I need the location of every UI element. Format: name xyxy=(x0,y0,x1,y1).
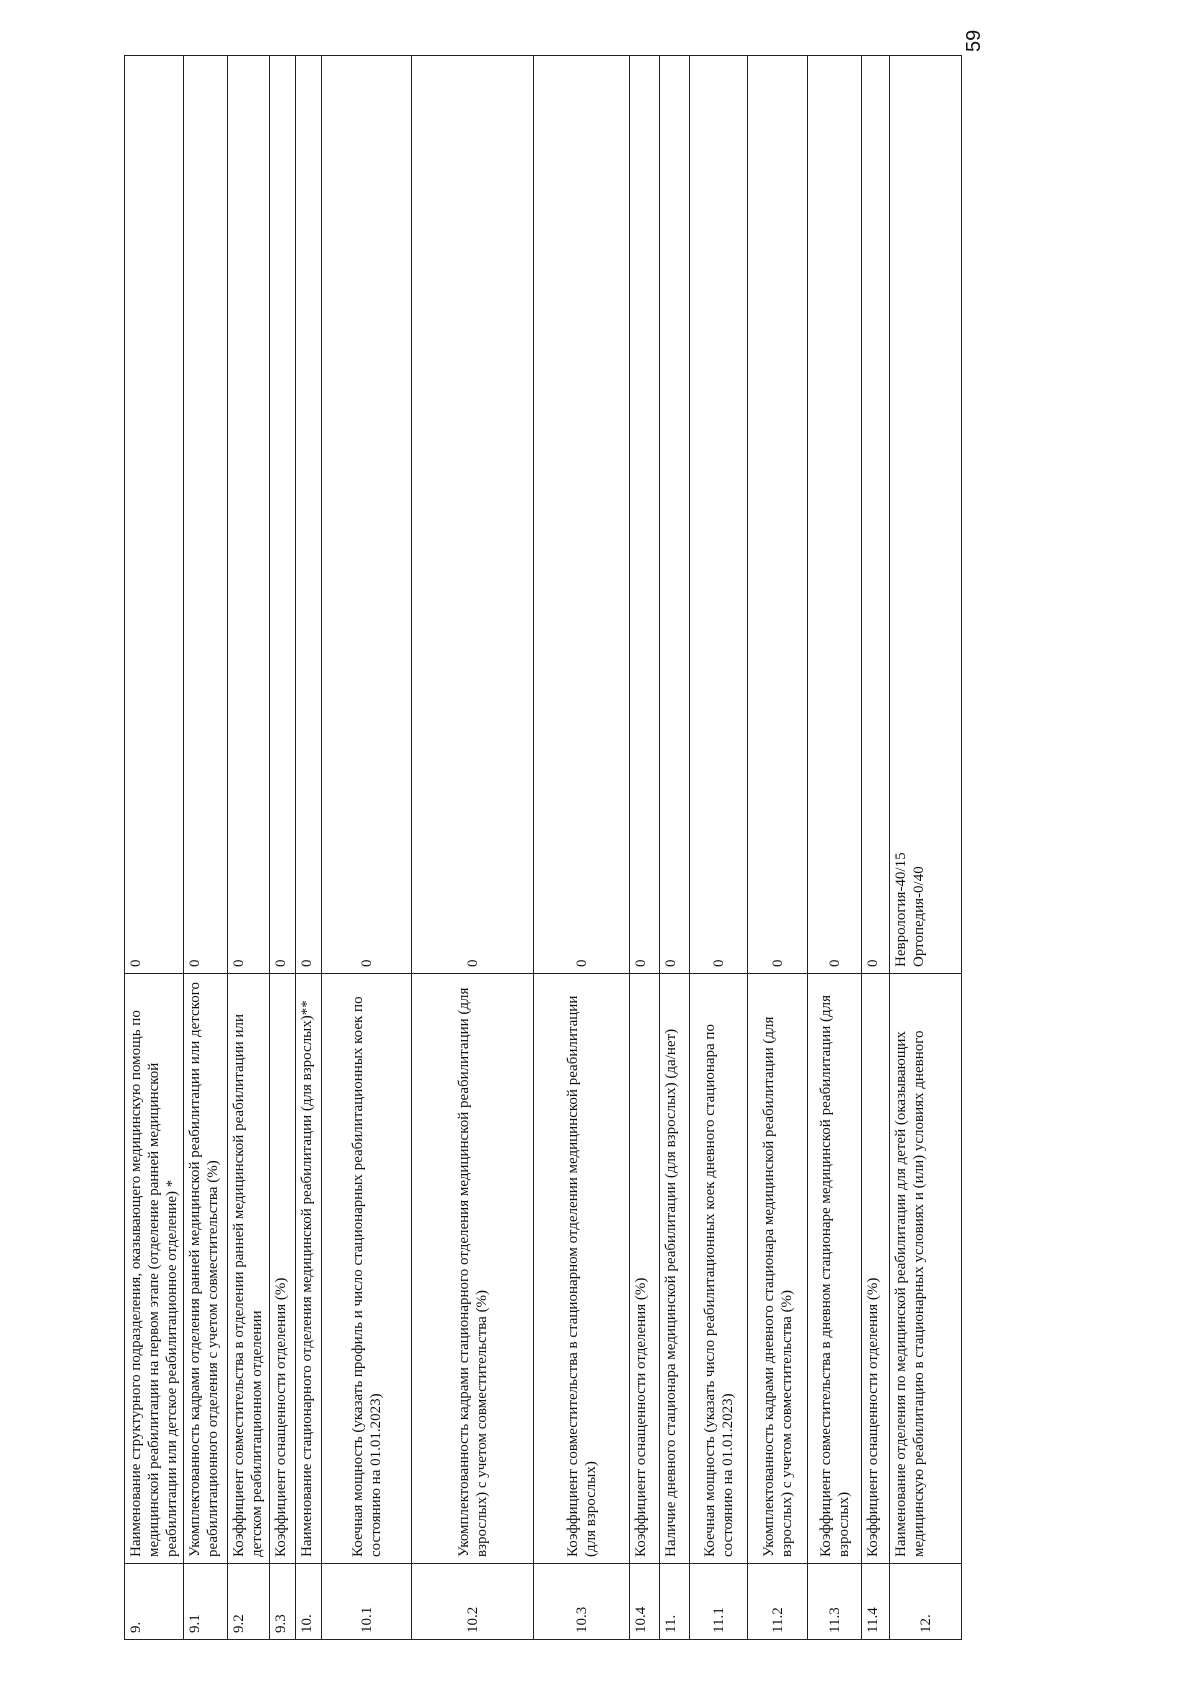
value-line: Неврология-40/15 xyxy=(893,852,909,967)
row-number: 10.4 xyxy=(630,1564,660,1640)
row-name: Коечная мощность (указать число реабилитационных коек дневного стационара по состоянию на 01.01.2023) xyxy=(690,974,748,1564)
row-value: 0 xyxy=(862,56,890,974)
row-number: 11.1 xyxy=(690,1564,748,1640)
row-value: 0 xyxy=(412,56,534,974)
rehabilitation-table xyxy=(124,55,962,1640)
table-row xyxy=(690,56,748,1640)
row-name: Наименование структурного подразделения, оказывающего медицинскую помощь по медицинской реабилитации на первом этапе (отделение ранней медицинской реабилитации или детское реабилитационное отделение) * xyxy=(125,974,184,1564)
row-number: 9.2 xyxy=(228,1564,270,1640)
row-name: Укомплектованность кадрами стационарного отделения медицинской реабилитации (для взрослых) с учетом совместительства (%) xyxy=(412,974,534,1564)
table-row xyxy=(862,56,890,1640)
row-name: Укомплектованность кадрами дневного стационара медицинской реабилитации (для взрослых) с учетом совместительства (%) xyxy=(748,974,808,1564)
row-name: Наличие дневного стационара медицинской реабилитации (для взрослых) (да/нет) xyxy=(660,974,690,1564)
table-row xyxy=(660,56,690,1640)
table-row xyxy=(748,56,808,1640)
table-row xyxy=(228,56,270,1640)
row-number: 11.3 xyxy=(808,1564,862,1640)
row-number: 10.2 xyxy=(412,1564,534,1640)
row-number: 10. xyxy=(296,1564,322,1640)
row-name: Коэффициент оснащенности отделения (%) xyxy=(862,974,890,1564)
row-number: 11.2 xyxy=(748,1564,808,1640)
table-row xyxy=(125,56,184,1640)
row-number: 11. xyxy=(660,1564,690,1640)
row-value: 0 xyxy=(296,56,322,974)
row-name: Коэффициент совместительства в отделении ранней медицинской реабилитации или детском реабилитационном отделении xyxy=(228,974,270,1564)
row-value: 0 xyxy=(534,56,630,974)
table-row xyxy=(412,56,534,1640)
table-row xyxy=(630,56,660,1640)
row-name: Наименование отделения по медицинской реабилитации для детей (оказывающих медицинскую реабилитацию в стационарных условиях и (или) условиях дневного xyxy=(890,974,962,1564)
table-row xyxy=(184,56,228,1640)
row-number: 9.3 xyxy=(270,1564,296,1640)
table-row xyxy=(808,56,862,1640)
row-name: Коэффициент совместительства в стационарном отделении медицинской реабилитации (для взрослых) xyxy=(534,974,630,1564)
row-number: 12. xyxy=(890,1564,962,1640)
table-row xyxy=(296,56,322,1640)
row-name: Наименование стационарного отделения медицинской реабилитации (для взрослых)** xyxy=(296,974,322,1564)
row-number: 9.1 xyxy=(184,1564,228,1640)
row-name: Коечная мощность (указать профиль и число стационарных реабилитационных коек по состоянию на 01.01.2023) xyxy=(322,974,412,1564)
row-name: Укомплектованность кадрами отделения ранней медицинской реабилитации или детского реабилитационного отделения с учетом совместительства (%) xyxy=(184,974,228,1564)
table-row xyxy=(270,56,296,1640)
row-value: 0 xyxy=(228,56,270,974)
row-value: 0 xyxy=(660,56,690,974)
row-number: 9. xyxy=(125,1564,184,1640)
row-value: 0 xyxy=(125,56,184,974)
row-name: Коэффициент оснащенности отделения (%) xyxy=(630,974,660,1564)
row-value: 0 xyxy=(630,56,660,974)
value-line: Ортопедия-0/40 xyxy=(911,866,927,967)
row-value: 0 xyxy=(808,56,862,974)
row-value: 0 xyxy=(690,56,748,974)
table-row xyxy=(534,56,630,1640)
row-number: 10.1 xyxy=(322,1564,412,1640)
row-number: 10.3 xyxy=(534,1564,630,1640)
row-number: 11.4 xyxy=(862,1564,890,1640)
row-value: 0 xyxy=(322,56,412,974)
row-value: 0 xyxy=(184,56,228,974)
row-value: 0 xyxy=(748,56,808,974)
row-name: Коэффициент совместительства в дневном стационаре медицинской реабилитации (для взрослых) xyxy=(808,974,862,1564)
page-number: 59 xyxy=(963,29,985,52)
rotated-page xyxy=(124,29,1076,1640)
row-name: Коэффициент оснащенности отделения (%) xyxy=(270,974,296,1564)
table-row xyxy=(322,56,412,1640)
row-value xyxy=(890,56,962,974)
row-value: 0 xyxy=(270,56,296,974)
table-row xyxy=(890,56,962,1640)
